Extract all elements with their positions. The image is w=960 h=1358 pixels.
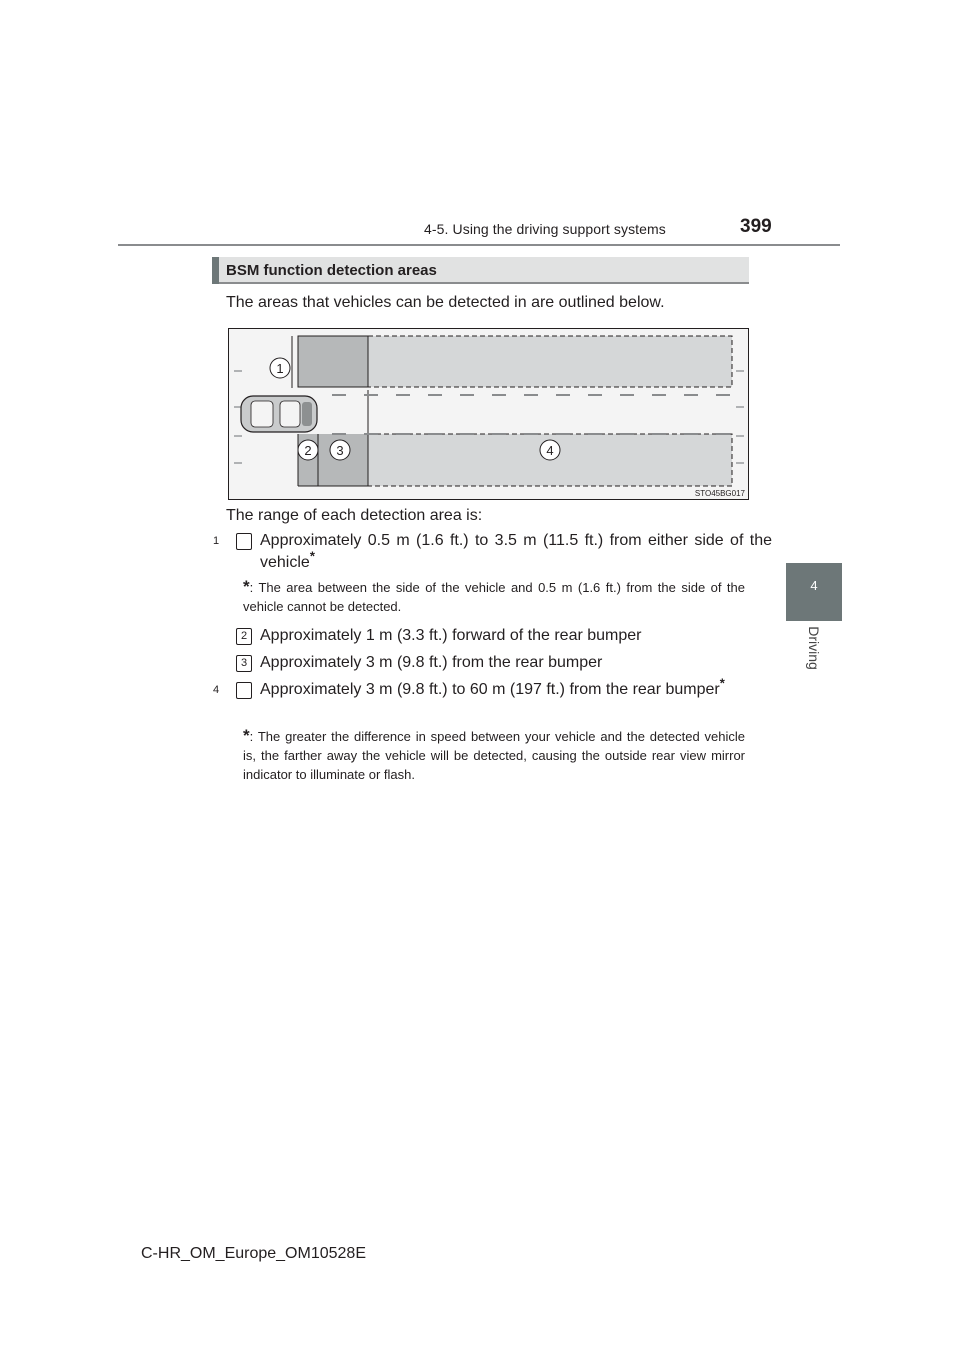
item-text: Approximately 0.5 m (1.6 ft.) to 3.5 m (11.5 ft.) from either side of the vehicle <box>260 532 772 571</box>
list-item <box>213 530 772 574</box>
detection-area-figure <box>228 328 749 500</box>
footnote: *: The greater the difference in speed between your vehicle and the detected vehicle is, the farther away the vehicle will be detected, causing the outside rear view mirror indicator to illuminate or flash. <box>243 726 745 782</box>
section-title: BSM function detection areas <box>226 262 437 279</box>
footer-doc-id: C-HR_OM_Europe_OM10528E <box>141 1245 366 1262</box>
range-label: The range of each detection area is: <box>226 507 483 524</box>
page-number: 399 <box>740 216 772 237</box>
item-number: 1 <box>236 533 252 550</box>
upper-far-zone <box>368 336 732 387</box>
item-text: Approximately 3 m (9.8 ft.) from the rear bumper <box>260 654 603 671</box>
list-item <box>236 625 748 647</box>
item-number: 2 <box>236 628 252 645</box>
section-title-marker <box>212 257 219 284</box>
callout-3-label: 3 <box>336 443 344 458</box>
footnote-star: * <box>309 548 315 564</box>
chapter-number: 4 <box>810 578 818 593</box>
footnote-star: * <box>719 675 725 691</box>
footnote-text: : The greater the difference in speed between your vehicle and the detected vehicle is, the farther away the vehicle will be detected, causing the outside rear view mirror indicator to illuminate or flash. <box>243 729 745 782</box>
callout-1-label: 1 <box>276 361 284 376</box>
chapter-label: Driving <box>806 626 822 670</box>
callout-4-label: 4 <box>546 443 554 458</box>
item-text: Approximately 1 m (3.3 ft.) forward of the rear bumper <box>260 627 642 644</box>
header-rule <box>118 244 840 246</box>
list-item <box>236 652 748 674</box>
list-item <box>213 675 772 701</box>
footnote: *: The area between the side of the vehicle and 0.5 m (1.6 ft.) from the side of the vehicle cannot be detected. <box>243 577 745 614</box>
item-number: 3 <box>236 655 252 672</box>
intro-text: The areas that vehicles can be detected in are outlined below. <box>226 294 665 311</box>
callout-2-label: 2 <box>304 443 312 458</box>
item-text: Approximately 3 m (9.8 ft.) to 60 m (197 ft.) from the rear bumper <box>260 681 720 698</box>
header-section-title: 4-5. Using the driving support systems <box>424 221 666 237</box>
figure-code: STO45BG017 <box>694 489 745 498</box>
upper-near-zone <box>298 336 368 387</box>
footnote-text: : The area between the side of the vehicle and 0.5 m (1.6 ft.) from the side of the vehicle cannot be detected. <box>243 580 745 614</box>
vehicle-icon <box>241 396 317 432</box>
item-number: 4 <box>236 682 252 699</box>
